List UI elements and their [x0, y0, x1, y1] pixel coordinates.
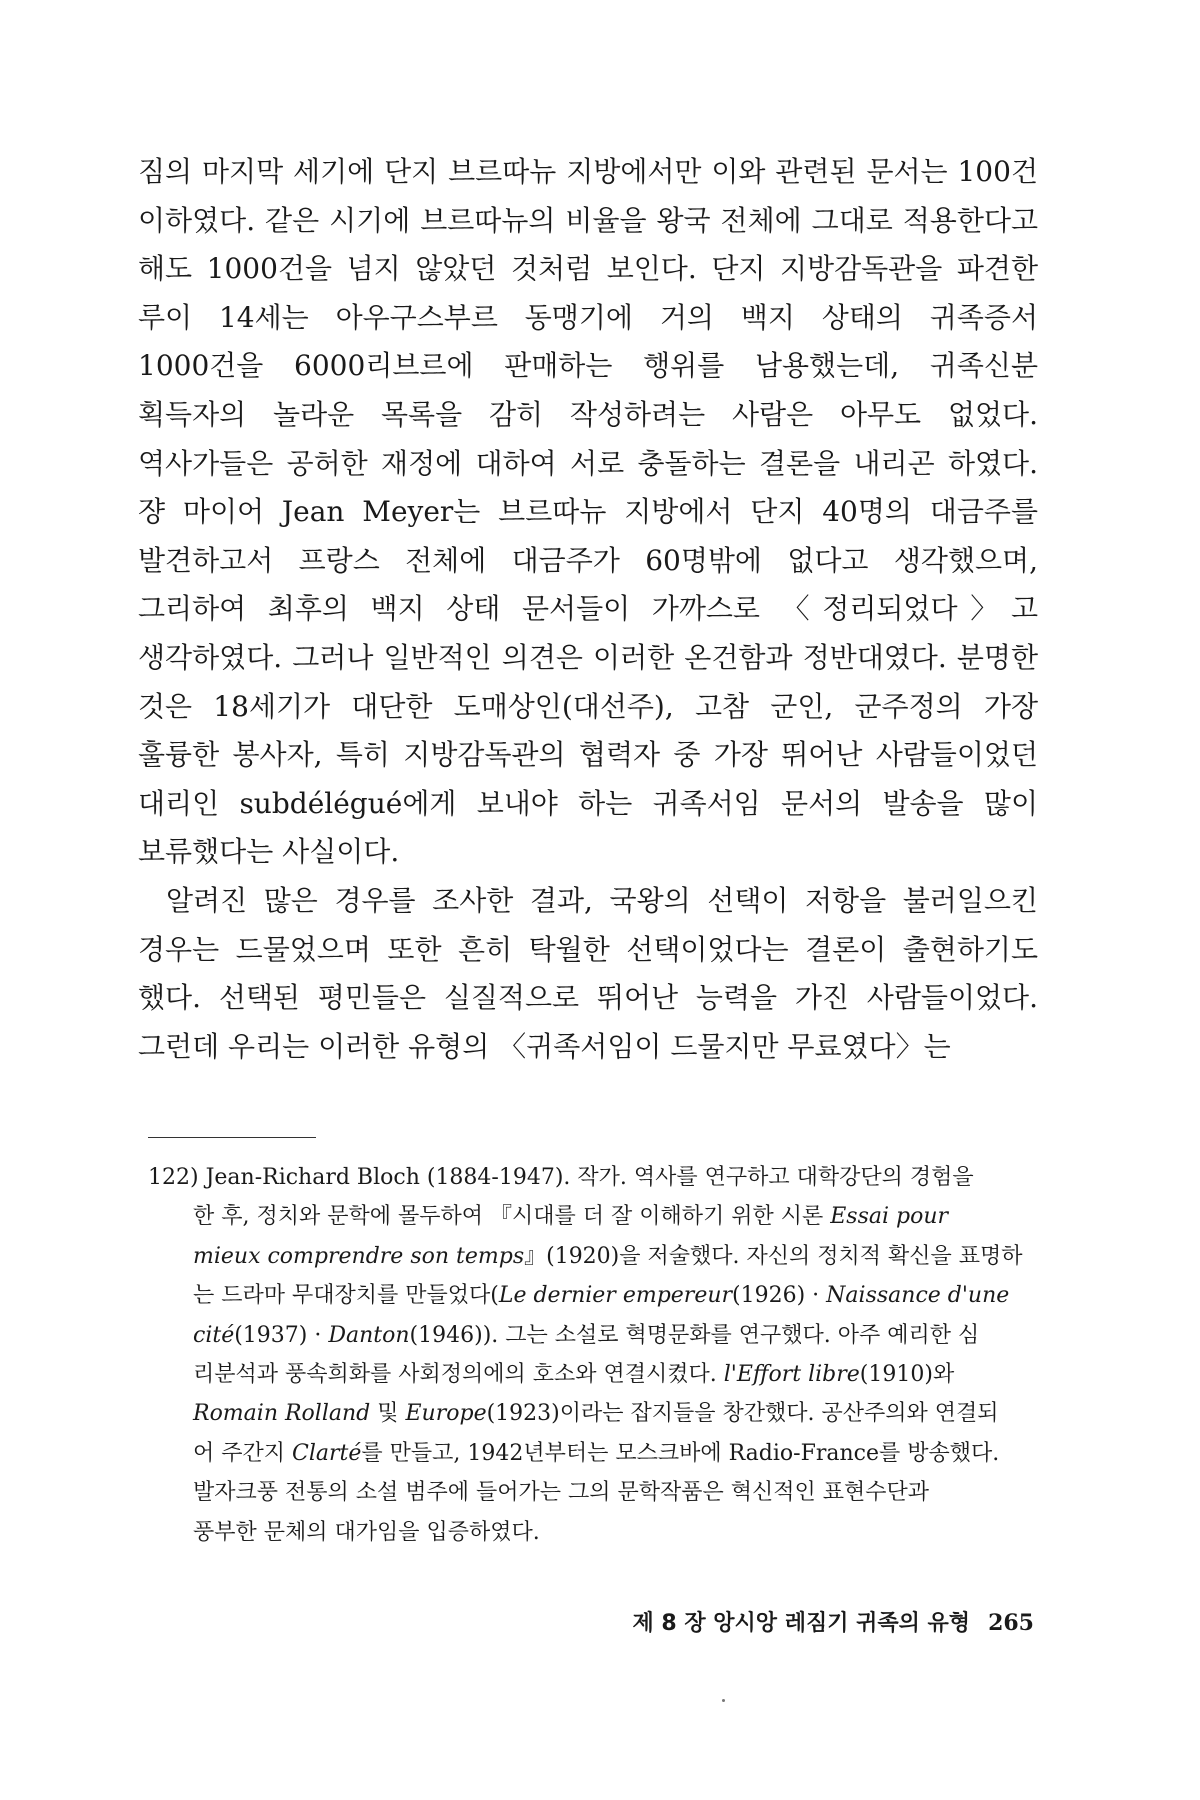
body-paragraph-2: 알려진 많은 경우를 조사한 결과, 국왕의 선택이 저항을 불러일으킨 경우는 드물었으며 또한 흔히 탁월한 선택이었다는 결론이 출현하기도 했다. 선택된 평민들은 실질적으로 뛰어난 능력을 가진 사람들이었다. 그런데 우리는 이러한 유형의 〈귀족서임이 드물지만 무료였다〉는 [138, 883, 1038, 1063]
footnote-line: 발자크풍 전통의 소설 범주에 들어가는 그의 문학작품은 혁신적인 표현수단과 [193, 1480, 930, 1506]
main-text [138, 148, 1038, 1071]
footnote-line: 한 후, 정치와 문학에 몰두하여 『시대를 더 잘 이해하기 위한 시론 Essai pour [193, 1204, 949, 1230]
running-footer [633, 1606, 1034, 1637]
footnote-line: 는 드라마 무대장치를 만들었다(Le dernier empereur(1926) · Naissance d'une [193, 1283, 1010, 1309]
page-speck [722, 1699, 725, 1702]
chapter-title: 제 8 장 앙시앙 레짐기 귀족의 유형 [632, 1611, 971, 1636]
body-paragraph-1: 짐의 마지막 세기에 단지 브르따뉴 지방에서만 이와 관련된 문서는 100건 이하였다. 같은 시기에 브르따뉴의 비율을 왕국 전체에 그대로 적용한다고 해도 1000건을 넘지 않았던 것처럼 보인다. 단지 지방감독관을 파견한 루이 14세는 아우구스부르 동맹기에 거의 백지 상태의 귀족증서 1000건을 6000리브르에 판매하는 행위를 남용했는데, 귀족신분 획득자의 놀라운 목록을 감히 작성하려는 사람은 아무도 없었다. 역사가들은 공허한 재정에 대하여 서로 충돌하는 결론을 내리곤 하였다. 쟝 마이어 Jean Meyer는 브르따뉴 지방에서 단지 40명의 대금주를 발견하고서 프랑스 전체에 대금주가 60명밖에 없다고 생각했으며, 그리하여 최후의 백지 상태 문서들이 가까스로 〈정리되었다〉고 생각하였다. 그러나 일반적인 의견은 이러한 온건함과 정반대였다. 분명한 것은 18세기가 대단한 도매상인(대선주), 고참 군인, 군주정의 가장 훌륭한 봉사자, 특히 지방감독관의 협력자 중 가장 뛰어난 사람들이었던 대리인 subdélégué에게 보내야 하는 귀족서임 문서의 발송을 많이 보류했다는 사실이다. [138, 155, 1038, 869]
footnote-separator [148, 1137, 316, 1138]
page-number: 265 [988, 1610, 1034, 1636]
footnote-line: 122) Jean-Richard Bloch (1884-1947). 작가. 역사를 연구하고 대학강단의 경험을 [148, 1165, 974, 1190]
footnote-line: Romain Rolland 및 Europe(1923)이라는 잡지들을 창간했다. 공산주의와 연결되 [193, 1401, 999, 1427]
footnote-line: 풍부한 문체의 대가임을 입증하였다. [193, 1519, 540, 1545]
footnote-line: 리분석과 풍속희화를 사회정의에의 호소와 연결시켰다. l'Effort libre(1910)와 [193, 1362, 955, 1388]
footnote-122 [148, 1158, 1036, 1552]
footnote-line: mieux comprendre son temps』(1920)을 저술했다. 자신의 정치적 확신을 표명하 [193, 1243, 1023, 1269]
footnote-line: cité(1937) · Danton(1946)). 그는 소설로 혁명문화를 연구했다. 아주 예리한 심 [193, 1322, 980, 1348]
footnote-line: 어 주간지 Clarté를 만들고, 1942년부터는 모스크바에 Radio-France를 방송했다. [193, 1440, 1000, 1466]
